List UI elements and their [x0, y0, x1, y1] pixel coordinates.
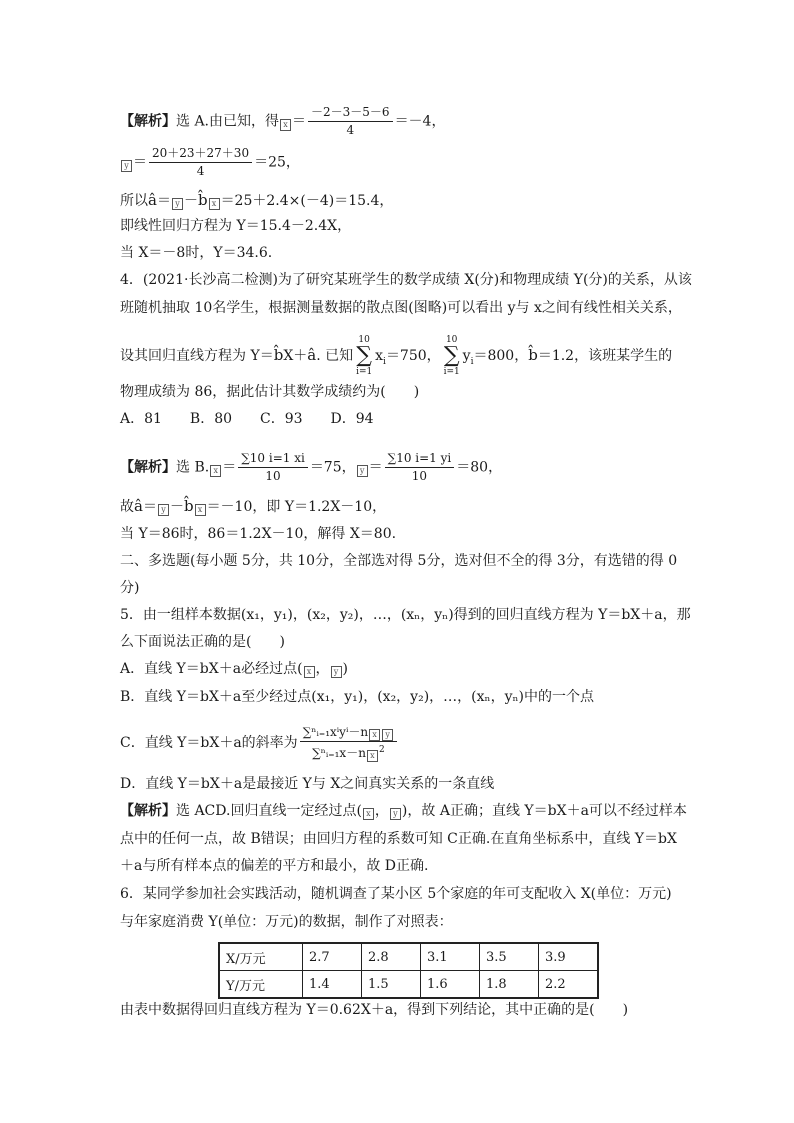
table-cell: 2.8	[362, 943, 421, 971]
x-bar-icon: x	[210, 465, 221, 477]
x-bar-icon: x	[304, 666, 315, 678]
q5-option-d: D．直线 Y＝bX＋a是最接近 Y与 X之间真实关系的一条直线	[120, 776, 495, 792]
y-bar-icon: y	[357, 465, 368, 477]
fraction: $\frac{\sum 10 i=1 xi}{10}$	[238, 450, 308, 485]
table-cell: 3.5	[480, 943, 539, 971]
table-row-header: X/万元	[219, 943, 303, 971]
q4-solution-line2: 故â＝ y －b̂ x ＝－10，即 Y＝1.2X－10，	[120, 497, 387, 515]
table-cell: 2.7	[303, 943, 362, 971]
q6-line2: 与年家庭消费 Y(单位：万元)的数据，制作了对照表：	[120, 914, 453, 930]
y-bar-icon: y	[172, 198, 183, 210]
x-bar-icon: x	[280, 119, 291, 131]
q5-line1: 5．由一组样本数据(x₁，y₁)，(x₂，y₂)，…，(xₙ，yₙ)得到的回归直线方程为 Y＝bX＋a，那	[120, 607, 691, 623]
data-table	[218, 942, 599, 999]
q3-solution-line4: 即线性回归方程为 Y＝15.4－2.4X，	[120, 218, 352, 234]
table-row-header: Y/万元	[219, 971, 303, 999]
fraction: $\frac{\sum 10 i=1 yi}{10}$	[385, 450, 455, 485]
q5-solution-line2: 点中的任何一点，故 B错误；由回归方程的系数可知 C正确.在直角坐标系中，直线 Y＝bX	[120, 831, 677, 847]
table-cell: 2.2	[539, 971, 599, 999]
x-bar-icon: x	[367, 750, 378, 762]
q3-solution-line2: y ＝ $\frac{20+23+27+30}{4}$ ＝25，	[120, 145, 300, 180]
y-bar-icon: y	[382, 729, 393, 741]
q4-line4: 物理成绩为 86，据此估计其数学成绩约为( )	[120, 384, 420, 400]
y-bar-icon: y	[390, 808, 401, 820]
q5-solution-line3: ＋a与所有样本点的偏差的平方和最小，故 D正确.	[120, 858, 429, 874]
summation: 10 ∑ i=1	[356, 335, 373, 377]
q4-line3: 设其回归直线方程为 Y＝b̂X＋â. 已知 10 ∑ i=1 $x_i=750$， 10 ∑ i=1 $y_i=800$，b̂＝1.2，该班某学生的	[120, 335, 673, 377]
table-cell: 1.8	[480, 971, 539, 999]
q5-line2: 么下面说法正确的是( )	[120, 634, 285, 650]
y-bar-icon: y	[121, 160, 132, 172]
table-row	[219, 971, 598, 999]
x-bar-icon: x	[363, 808, 374, 820]
y-bar-icon: y	[331, 666, 342, 678]
table-cell: 1.6	[421, 971, 480, 999]
fraction: $\frac{-2-3-5-6}{4}$	[308, 104, 393, 139]
table-cell: 1.4	[303, 971, 362, 999]
q5-solution-line1: 【解析】选 ACD.回归直线一定经过点( x ， y )，故 A正确；直线 Y＝bX＋a可以不经过样本	[120, 803, 687, 819]
fraction: $\frac{20+23+27+30}{4}$	[149, 145, 252, 180]
q4-options: A．81 B．80 C．93 D．94	[120, 411, 374, 427]
q4-solution-line3: 当 Y＝86时，86＝1.2X－10，解得 X＝80.	[120, 526, 397, 542]
q3-solution-line5: 当 X＝－8时，Y＝34.6.	[120, 245, 273, 261]
q5-option-a: A．直线 Y＝bX＋a必经过点( x ， y )	[120, 661, 349, 677]
x-bar-icon: x	[369, 729, 380, 741]
q5-option-b: B．直线 Y＝bX＋a至少经过点(x₁，y₁)，(x₂，y₂)，…，(xₙ，yₙ)中的一个点	[120, 689, 595, 705]
y-bar-icon: y	[158, 504, 169, 516]
table-cell: 3.9	[539, 943, 599, 971]
q3-solution-line1: 【解析】选 A.由已知，得 x ＝ $\frac{-2-3-5-6}{4}$ ＝－4，	[120, 105, 446, 137]
section2-line1: 二、多选题(每小题 5分，共 10分，全部选对得 5分，选对但不全的得 3分，有选错的得 0	[120, 553, 678, 569]
q4-line1: 4．(2021·长沙高二检测)为了研究某班学生的数学成绩 X(分)和物理成绩 Y(分)的关系，从该	[120, 272, 692, 288]
q4-solution-line1: 【解析】选 B. x ＝ $\frac{\sum 10 i=1 xi}{10}$ ＝75， y ＝ $\frac{\sum 10 i=1 yi}{10}$ ＝80，	[120, 451, 503, 483]
q5-option-c: C．直线 Y＝bX＋a的斜率为 $\frac{\text{∑ⁿᵢ₌₁xⁱyⁱ－n x y}}{\sum^nᵢ_{=1}x-n x^2}$	[120, 724, 399, 762]
q3-solution-line3: 所以â＝ y －b̂ x ＝25＋2.4×(－4)＝15.4，	[120, 191, 394, 209]
x-bar-icon: x	[195, 504, 206, 516]
fraction: $\frac{\text{∑ⁿᵢ₌₁xⁱyⁱ－n x y}}{\sum^nᵢ_{=1}x-n x^2}$	[300, 724, 397, 762]
q6-line3: 由表中数据得回归直线方程为 Y＝0.62X＋a，得到下列结论，其中正确的是( )	[120, 1002, 629, 1018]
x-bar-icon: x	[209, 198, 220, 210]
table-cell: 1.5	[362, 971, 421, 999]
table-cell: 3.1	[421, 943, 480, 971]
table-row	[219, 943, 598, 971]
section2-line2: 分)	[120, 580, 140, 596]
summation: 10 ∑ i=1	[443, 335, 460, 377]
q6-line1: 6．某同学参加社会实践活动，随机调查了某小区 5个家庭的年可支配收入 X(单位：万元)	[120, 886, 672, 902]
q4-line2: 班随机抽取 10名学生，根据测量数据的散点图(图略)可以看出 y与 x之间有线性相关关系，	[120, 300, 682, 316]
